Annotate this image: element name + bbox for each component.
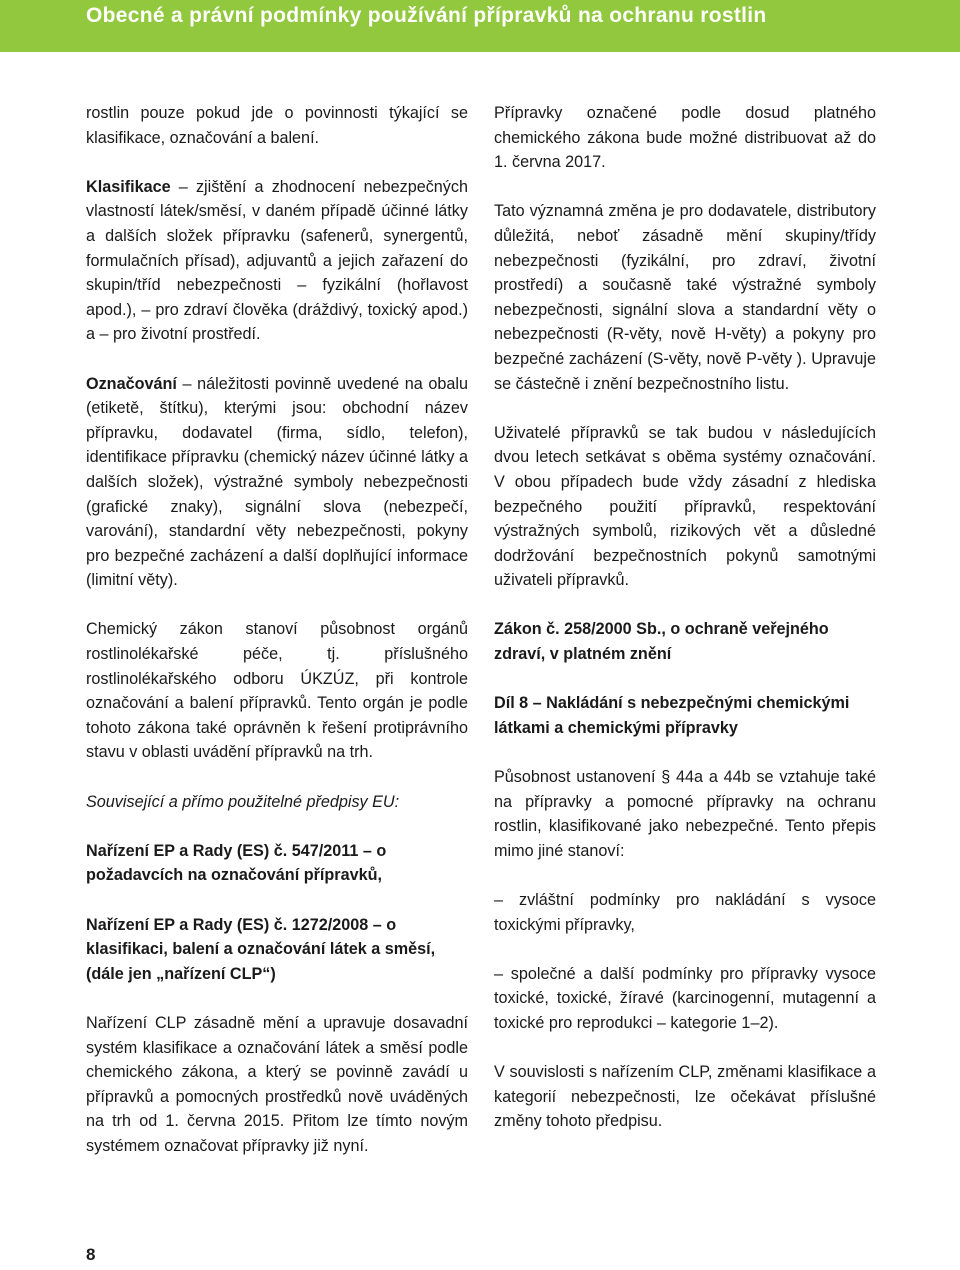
left-column xyxy=(86,101,468,1183)
regulation-547-2011: Nařízení EP a Rady (ES) č. 547/2011 – o požadavcích na označování přípravků, xyxy=(86,841,387,885)
list-item-special-conditions: – zvláštní podmínky pro nakládání s vysoce toxickými přípravky, xyxy=(494,891,876,934)
term-klasifikace: Klasifikace xyxy=(86,177,171,196)
heading-part-8: Díl 8 – Nakládání s nebezpečnými chemickými látkami a chemickými přípravky xyxy=(494,694,850,737)
right-column xyxy=(494,101,876,1159)
paragraph-users: Uživatelé přípravků se tak budou v následujících dvou letech setkávat s oběma systémy označování. V obou případech bude vždy zásadní z hlediska bezpečného použití přípravků, respektování výstražných symbolů, rizikových vět a důsledné dodržování bezpečnostních pokynů samotnými uživateli přípravků. xyxy=(494,423,876,590)
page-number: 8 xyxy=(86,1245,96,1264)
paragraph-change: Tato významná změna je pro dodavatele, distributory důležitá, neboť zásadně mění skupiny/třídy nebezpečnosti (fyzikální, pro zdraví, životní prostředí) a současně také výstražné symboly nebezpečnosti, signální slova a standardní věty o nebezpečnosti (R-věty, nově H-věty) a pokyny pro bezpečné zacházení (S-věty, nově P-věty ). Upravuje se částečně i znění bezpečnostního listu. xyxy=(494,202,876,393)
paragraph-clp-changes: V souvislosti s nařízením CLP, změnami klasifikace a kategorií nebezpečnosti, lze očekávat příslušné změny tohoto předpisu. xyxy=(494,1063,876,1131)
definition-oznacovani: – náležitosti povinně uvedené na obalu (etiketě, štítku), kterými jsou: obchodní název přípravku, dodavatel (firma, sídlo, telefon), identifikace přípravku (chemický název účinné látky a dalších složek), výstražné symboly nebezpečnosti (grafické znaky), signální slova (nebezpečí, varování), standardní věty nebezpečnosti, pokyny pro bezpečné zacházení a další doplňující informace (limitní věty). xyxy=(86,374,468,590)
heading-eu-regulations: Související a přímo použitelné předpisy EU: xyxy=(86,792,400,811)
page-header-title: Obecné a právní podmínky používání přípravků na ochranu rostlin xyxy=(86,4,767,27)
list-item-common-conditions: – společné a další podmínky pro přípravky vysoce toxické, toxické, žíravé (karcinogenní, mutagenní a toxické pro reprodukci – kategorie 1–2). xyxy=(494,964,876,1032)
regulation-1272-2008: Nařízení EP a Rady (ES) č. 1272/2008 – o klasifikaci, balení a označování látek a směsí, (dále jen „nařízení CLP“) xyxy=(86,915,436,983)
heading-law-258-2000: Zákon č. 258/2000 Sb., o ochraně veřejného zdraví, v platném znění xyxy=(494,620,829,664)
paragraph-clp: Nařízení CLP zásadně mění a upravuje dosavadní systém klasifikace a označování látek a směsí podle chemického zákona, a který se povinně zavádí u přípravků a pomocných prostředků nově uváděných na trh od 1. června 2015. Přitom lze tímto novým systémem označovat přípravky již nyní. xyxy=(86,1013,468,1155)
paragraph-klasifikace xyxy=(86,175,468,347)
term-oznacovani: Označování xyxy=(86,374,177,393)
header-bar xyxy=(0,0,960,52)
paragraph-scope: Působnost ustanovení § 44a a 44b se vztahuje také na přípravky a pomocné přípravky na ochranu rostlin, klasifikované jako nebezpečné. Tento přepis mimo jiné stanoví: xyxy=(494,768,876,860)
paragraph-chemicky-zakon: Chemický zákon stanoví působnost orgánů rostlinolékařské péče, tj. příslušného rostlinolékařského odboru ÚKZÚZ, při kontrole označování a balení přípravků. Tento orgán je podle tohoto zákona také oprávněn k řešení protiprávního stavu v oblasti uvádění přípravků na trh. xyxy=(86,620,468,762)
paragraph-intro: rostlin pouze pokud jde o povinnosti týkající se klasifikace, označování a balení. xyxy=(86,104,468,147)
definition-klasifikace: – zjištění a zhodnocení nebezpečných vlastností látek/směsí, v daném případě účinné látky a dalších složek přípravku (safenerů, synergentů, formulačních přísad), adjuvantů a jejich zařazení do skupin/tříd nebezpečnosti – fyzikální (hořlavost apod.), – pro zdraví člověka (dráždivý, toxický apod.) a – pro životní prostředí. xyxy=(86,177,468,344)
paragraph-distribution: Přípravky označené podle dosud platného chemického zákona bude možné distribuovat až do 1. června 2017. xyxy=(494,104,876,172)
paragraph-oznacovani xyxy=(86,372,468,593)
